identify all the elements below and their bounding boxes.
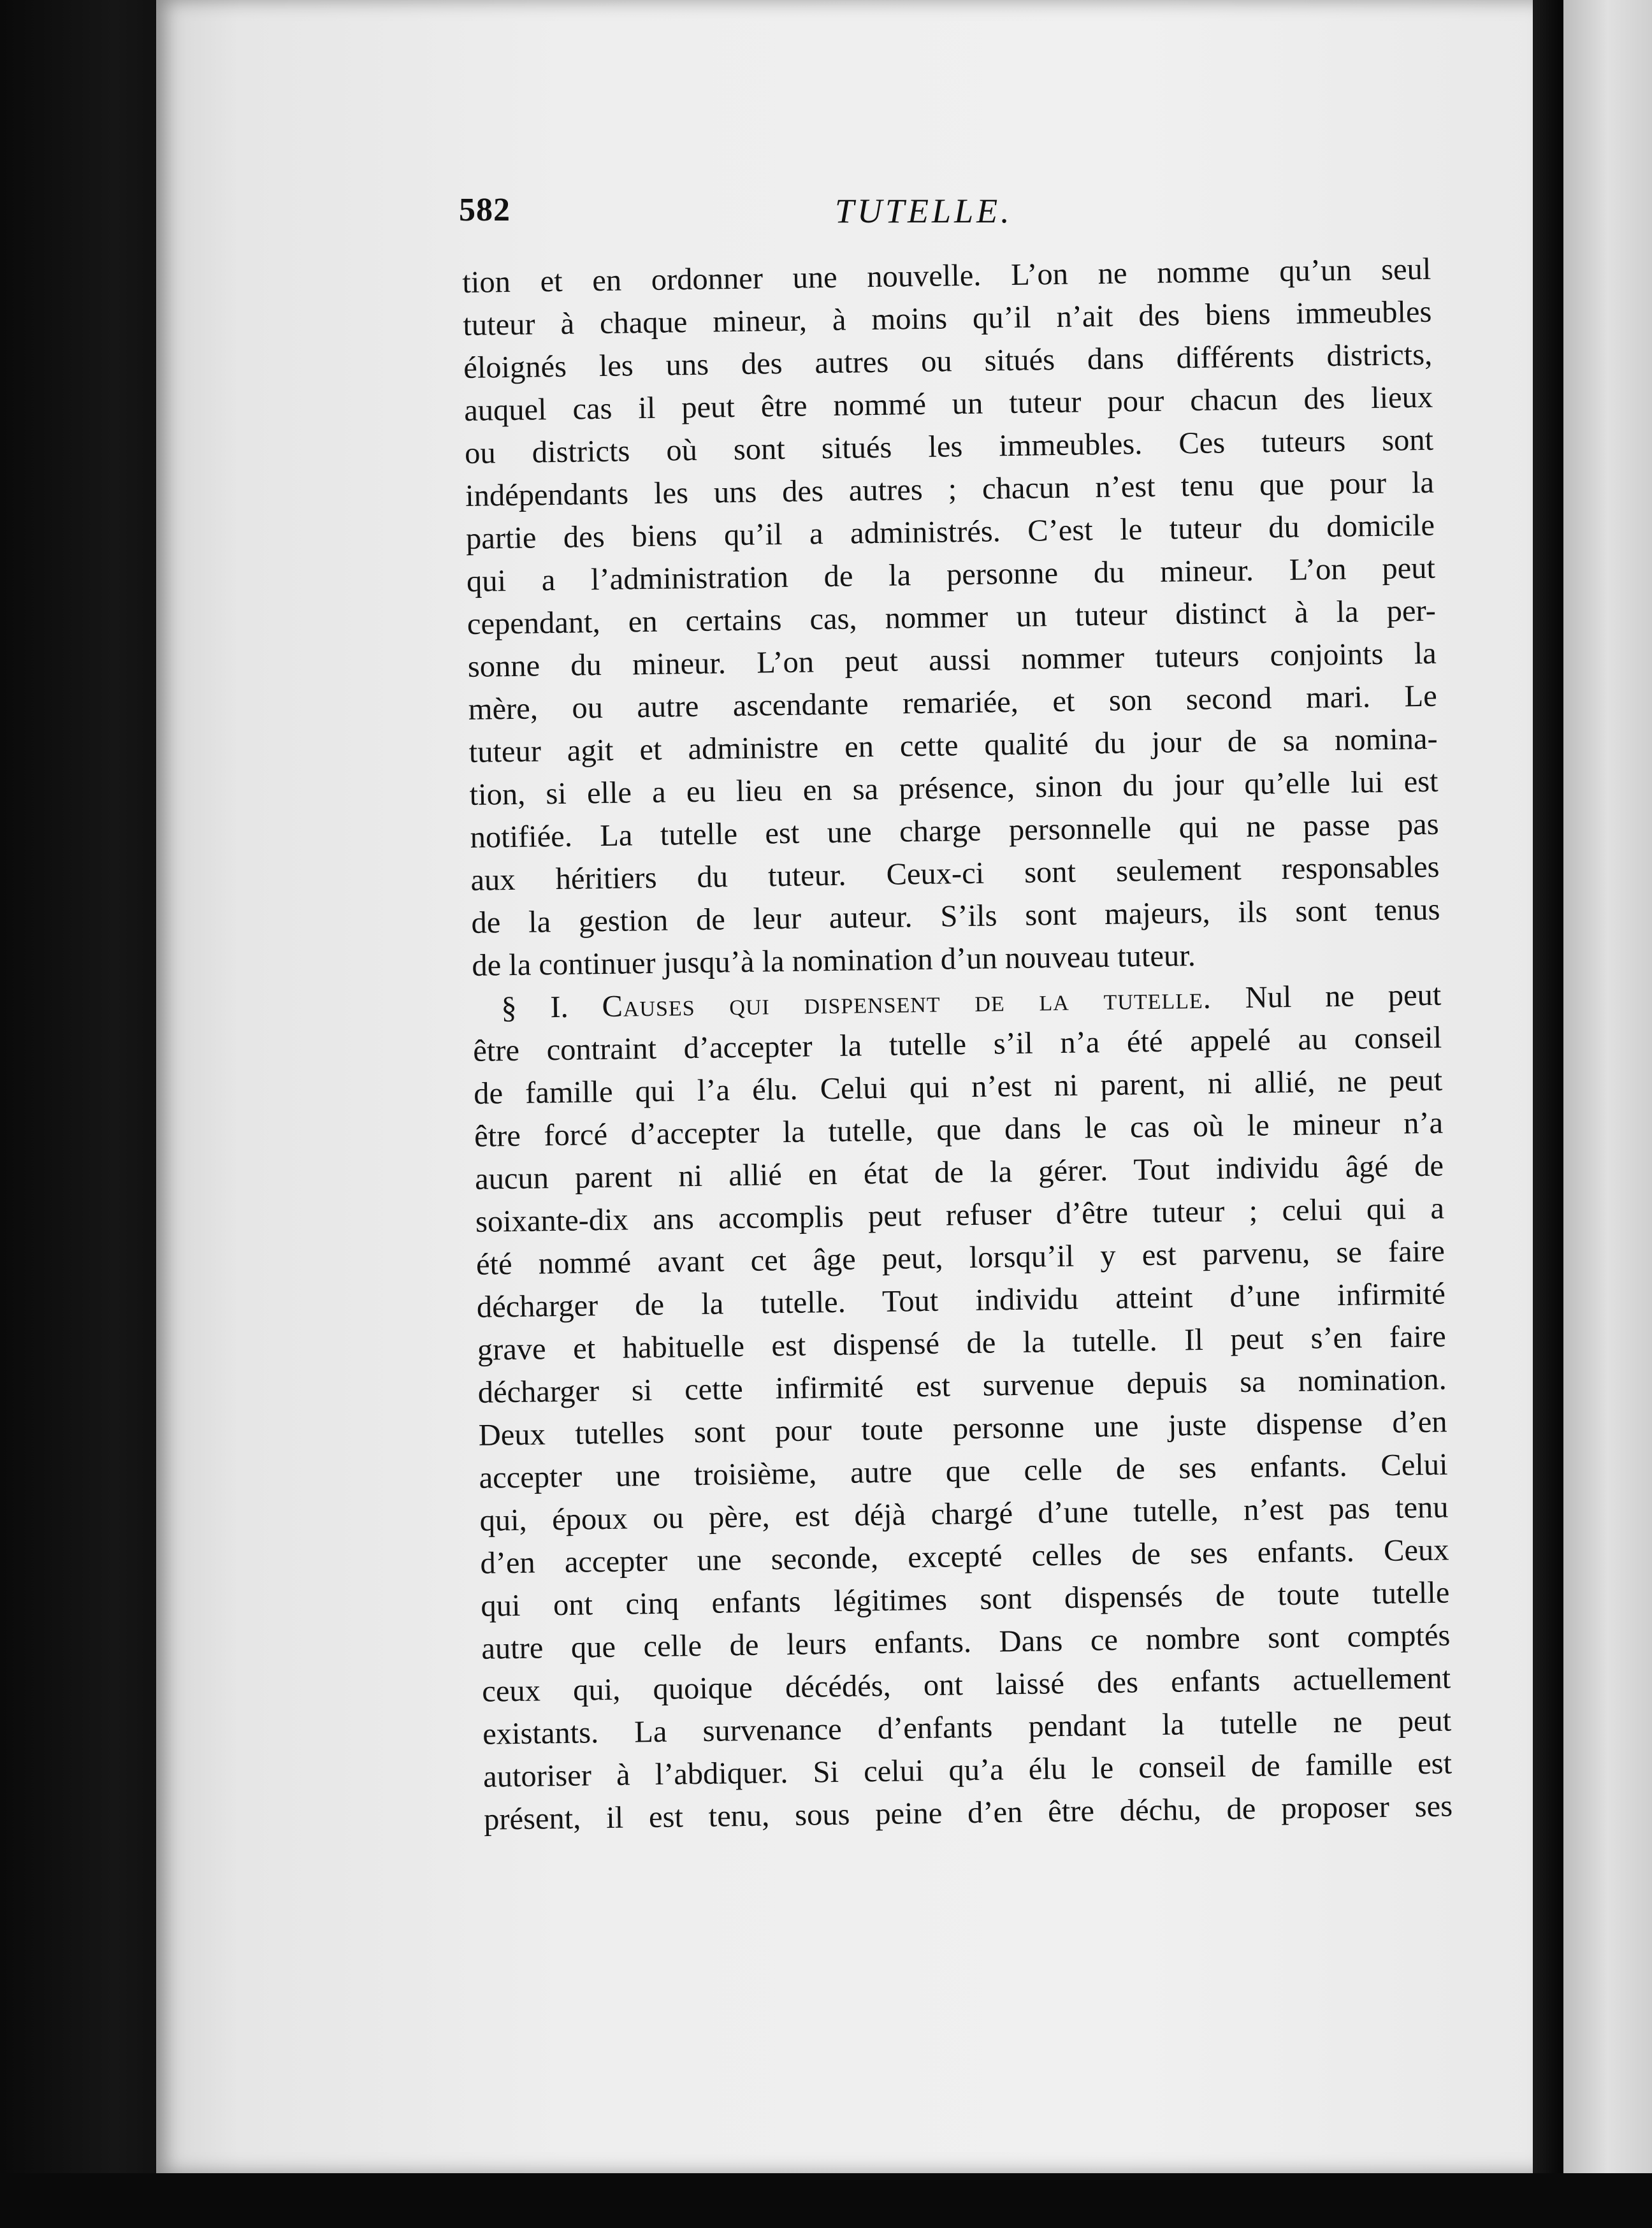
text-line: tuteur agit et administre en cette qualité du jour de sa nomina- xyxy=(468,721,1438,769)
text-line: existants. La survenance d’enfants pendant la tutelle ne peut xyxy=(482,1704,1452,1751)
text-line: éloignés les uns des autres ou situés dans différents districts, xyxy=(463,337,1433,385)
book-edge-bottom xyxy=(0,2173,1652,2228)
text-line: d’en accepter une seconde, excepté celles de ses enfants. Ceux xyxy=(480,1533,1449,1581)
text-line: tuteur à chaque mineur, à moins qu’il n’ait des biens immeubles xyxy=(463,294,1432,342)
text-line: de famille qui l’a élu. Celui qui n’est ni parent, ni allié, ne peut xyxy=(473,1063,1443,1111)
text-line: tion, si elle a eu lieu en sa présence, sinon du jour qu’elle lui est xyxy=(469,764,1438,812)
text-line: qui, époux ou père, est déjà chargé d’une tutelle, n’est pas tenu xyxy=(479,1490,1449,1538)
text-line: sonne du mineur. L’on peut aussi nommer tuteurs conjoints la xyxy=(467,636,1437,684)
text-line: mère, ou autre ascendante remariée, et son second mari. Le xyxy=(468,679,1438,727)
text-line: tion et en ordonner une nouvelle. L’on ne nomme qu’un seul xyxy=(462,252,1431,300)
section-first-text: Nul ne peut xyxy=(1245,978,1442,1015)
section-marker: § I. xyxy=(500,990,569,1025)
page-number: 582 xyxy=(459,192,511,228)
text-line: grave et habituelle est dispensé de la tutelle. Il peut s’en faire xyxy=(477,1319,1447,1367)
section-heading: Causes qui dispensent de la tutelle. xyxy=(602,981,1212,1024)
text-line: cependant, en certains cas, nommer un tuteur distinct à la per- xyxy=(467,593,1437,641)
text-line: décharger si cette infirmité est survenue depuis sa nomination. xyxy=(477,1362,1447,1410)
text-line: autoriser à l’abdiquer. Si celui qu’a élu le conseil de famille est xyxy=(482,1746,1453,1794)
text-line: qui ont cinq enfants légitimes sont dispensés de toute tutelle xyxy=(481,1575,1450,1623)
book-gutter xyxy=(1533,0,1563,2228)
text-line: présent, il est tenu, sous peine d’en être déchu, de proposer ses xyxy=(483,1789,1453,1837)
text-line: ou districts où sont situés les immeubles. Ces tuteurs sont xyxy=(464,423,1434,470)
text-line: aucun parent ni allié en état de la gérer. Tout individu âgé de xyxy=(474,1148,1444,1196)
text-line: aux héritiers du tuteur. Ceux-ci sont seulement responsables xyxy=(470,850,1440,897)
text-line: indépendants les uns des autres ; chacun n’est tenu que pour la xyxy=(465,465,1435,513)
text-line: être contraint d’accepter la tutelle s’il n’a été appelé au conseil xyxy=(472,1020,1442,1068)
text-line: Deux tutelles sont pour toute personne une juste dispense d’en xyxy=(478,1405,1447,1452)
text-line: qui a l’administration de la personne du mineur. L’on peut xyxy=(466,551,1436,598)
text-line: été nommé avant cet âge peut, lorsqu’il y est parvenu, se faire xyxy=(475,1234,1446,1282)
text-line: auquel cas il peut être nommé un tuteur pour chacun des lieux xyxy=(463,380,1433,428)
text-line: notifiée. La tutelle est une charge personnelle qui ne passe pas xyxy=(470,807,1439,855)
text-line: de la gestion de leur auteur. S’ils sont majeurs, ils sont tenus xyxy=(471,892,1440,940)
body-text xyxy=(462,248,1453,1841)
text-line: soixante-dix ans accomplis peut refuser d’être tuteur ; celui qui a xyxy=(475,1191,1445,1239)
running-head: TUTELLE. xyxy=(835,192,1013,230)
page-header xyxy=(459,191,1032,242)
text-line: être forcé d’accepter la tutelle, que dans le cas où le mineur n’a xyxy=(474,1106,1444,1154)
text-line: accepter une troisième, autre que celle de ses enfants. Celui xyxy=(479,1447,1448,1495)
text-line: partie des biens qu’il a administrés. C’est le tuteur du domicile xyxy=(465,508,1435,556)
facing-page-edge xyxy=(1563,0,1652,2173)
text-line: autre que celle de leurs enfants. Dans ce nombre sont comptés xyxy=(481,1618,1451,1666)
text-line: décharger de la tutelle. Tout individu atteint d’une infirmité xyxy=(476,1277,1446,1324)
text-line: ceux qui, quoique décédés, ont laissé des enfants actuellement xyxy=(481,1661,1451,1709)
text-line: de la continuer jusqu’à la nomination d’un nouveau tuteur. xyxy=(472,939,1196,983)
